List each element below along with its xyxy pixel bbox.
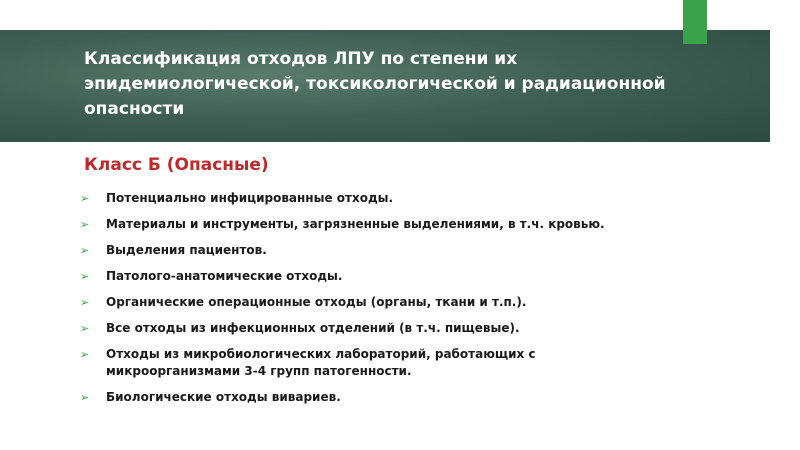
bullet-item	[0, 389, 800, 406]
bullet-item	[0, 242, 800, 259]
accent-bar	[683, 0, 707, 44]
slide-title: Классификация отходов ЛПУ по степени их эпидемиологической, токсикологической и радиационной опасности	[84, 49, 666, 119]
bullet-list	[0, 190, 800, 415]
bullet-item	[0, 268, 800, 285]
arrow-bullet-icon: ➢	[80, 244, 90, 257]
arrow-bullet-icon: ➢	[80, 322, 90, 335]
arrow-bullet-icon: ➢	[80, 391, 90, 404]
bullet-text: Биологические отходы вивариев.	[106, 390, 341, 404]
bullet-item	[0, 320, 800, 337]
bullet-text: Выделения пациентов.	[106, 243, 267, 257]
bullet-item	[0, 346, 800, 380]
bullet-text: Органические операционные отходы (органы, ткани и т.п.).	[106, 295, 527, 309]
bullet-item	[0, 190, 800, 207]
slide-subtitle: Класс Б (Опасные)	[84, 155, 269, 175]
bullet-text: Все отходы из инфекционных отделений (в т.ч. пищевые).	[106, 321, 520, 335]
arrow-bullet-icon: ➢	[80, 218, 90, 231]
arrow-bullet-icon: ➢	[80, 192, 90, 205]
arrow-bullet-icon: ➢	[80, 296, 90, 309]
bullet-text: Отходы из микробиологических лабораторий, работающих с микроорганизмами 3-4 групп патогенности.	[106, 347, 536, 378]
arrow-bullet-icon: ➢	[80, 270, 90, 283]
arrow-bullet-icon: ➢	[80, 348, 90, 361]
bullet-text: Потенциально инфицированные отходы.	[106, 191, 394, 205]
bullet-item	[0, 216, 800, 233]
bullet-text: Патолого-анатомические отходы.	[106, 269, 343, 283]
bullet-text: Материалы и инструменты, загрязненные выделениями, в т.ч. кровью.	[106, 217, 605, 231]
bullet-item	[0, 294, 800, 311]
